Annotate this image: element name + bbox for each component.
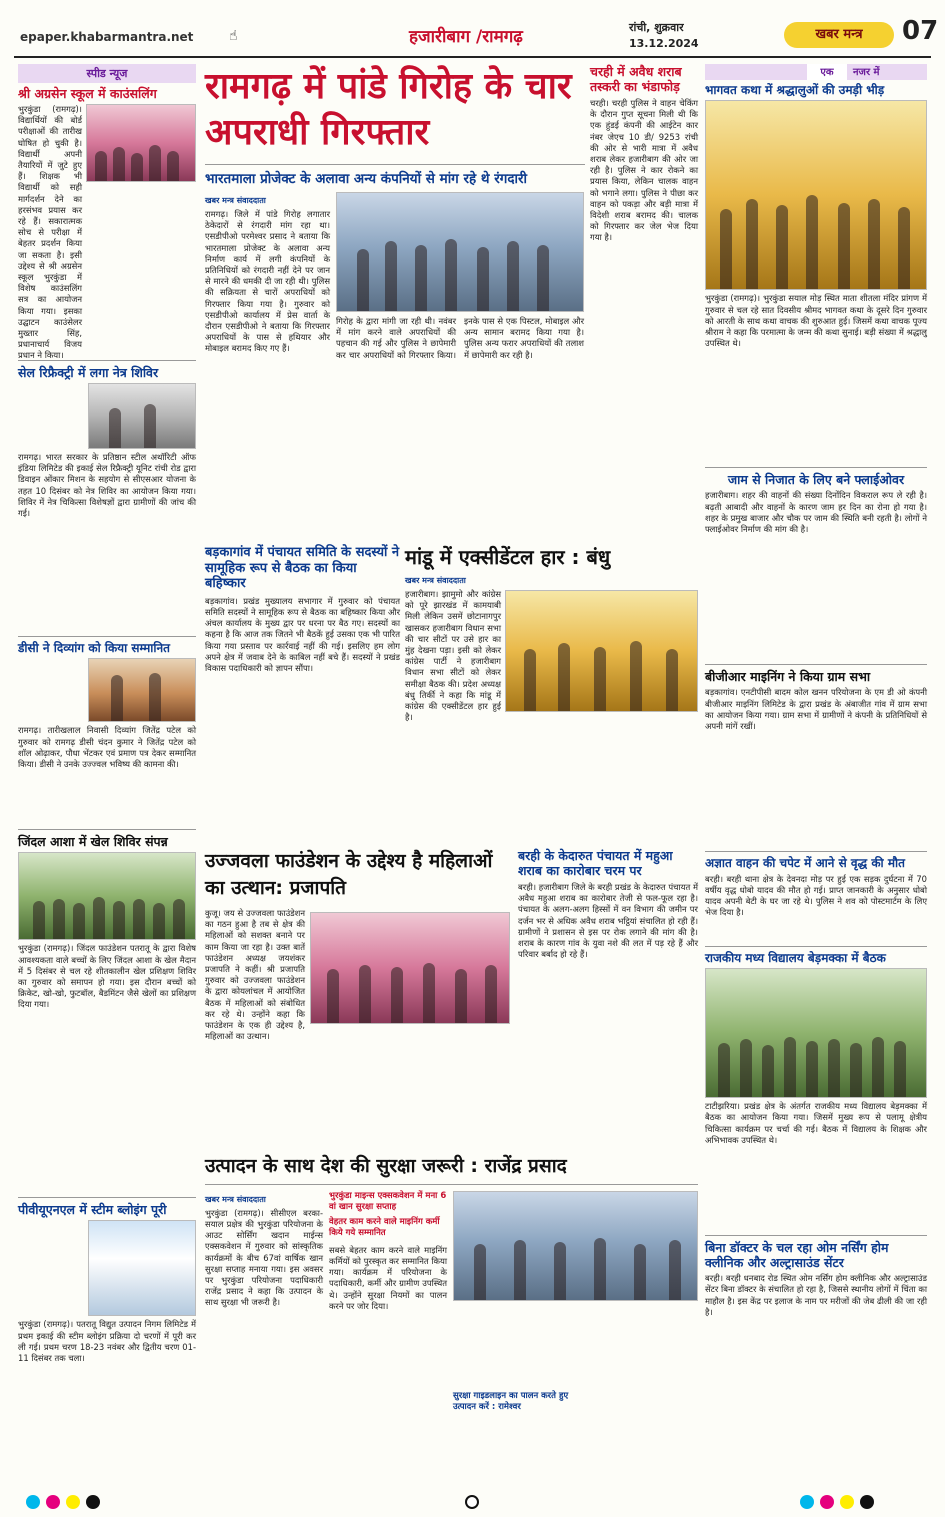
story-headline: डीसी ने दिव्यांग को किया सम्मानित (18, 641, 171, 655)
women-meeting-photo (310, 912, 510, 1024)
story-headline: उज्जवला फाउंडेशन के उद्देश्य है महिलाओं का उत्थान: प्रजापति (205, 850, 493, 899)
story-text: भुरकुंडा (रामगढ़)। भुरकुंडा सयाल मोड़ स्थित माता शीतला मंदिर प्रांगण में गुरुवार से चल रहे सात दिवसीय श्रीमद भागवत कथा के दूसरे दिन गुरुवार को आरती के साथ कथा वाचक की शुरुआत हुई। जिसमें कथा वाचक पूज्य श्रीराम ने कहा कि परमात्मा के जन्म की कथा सुनाई। बड़ी संख्या में श्रद्धालु उपस्थित थे। (705, 293, 927, 349)
story-headline: अज्ञात वाहन की चपेट में आने से वृद्ध की मौत (705, 856, 905, 871)
lead-text: रामगढ़। जिले में पांडे गिरोह लगातार ठेकेदारों से रंगदारी मांग रहा था। एसडीपीओ परमेश्वर प्रसाद ने बताया कि भारतमाला प्रोजेक्ट के अलावा अन्य निर्माण कार्य में लगी कंपनियों के प्रतिनिधियों को रंगदारी नहीं देने पर जान से मारने की धमकी दी जा रही थी। पुलिस की सक्रियता से चारों अपराधियों को गिरफ्तार किया गया है। गुरुवार को एसडीपीओ कार्यालय में प्रेस वार्ता के दौरान एसडीपीओ ने बताया कि गिरफ्तार अपराधियों के पास से हथियार और मोबाइल बरामद किए गए हैं। (205, 209, 330, 354)
cursor-icon: ☝ (229, 28, 238, 44)
lead-text-column (205, 192, 330, 540)
barhi-story (518, 848, 698, 1148)
page-number: 07 (902, 16, 939, 46)
school-meeting-photo (705, 968, 927, 1098)
kicker-nazar: नजर में (847, 64, 927, 80)
story-text: बड़कागांव। एनटीपीसी बादम कोल खनन परियोजना के एम डी ओ कंपनी बीजीआर माइनिंग लिमिटेड के द्वारा प्रखंड के अंबाजीत गांव में ग्राम सभा का आयोजन किया गया। ग्राम सभा में ग्रामीणों ने कंपनी के प्रतिनिधियों से अपनी मांगें रखीं। (705, 687, 927, 731)
school-photo (86, 104, 196, 182)
crosshair-icon (465, 1495, 479, 1509)
story-headline: बरही के केदारुत पंचायत में महुआ शराब का कारोबार चरम पर (518, 848, 673, 878)
lead-photo (336, 192, 584, 312)
story-text: बरही। बरही थाना क्षेत्र के देवनदा मोड़ पर हुई एक सड़क दुर्घटना में 70 वर्षीय वृद्ध धोबो यादव की मौत हो गई। प्राप्त जानकारी के अनुसार धोबो यादव अपनी बेटी के घर जा रहे थे। पुलिस ने शव को पोस्टमार्टम के लिए भेज दिया है। (705, 873, 927, 918)
story-text-2: सबसे बेहतर काम करने वाले माइनिंग कर्मियों को पुरस्कृत कर सम्मानित किया गया। कार्यक्रम में परियोजना के पदाधिकारी, कर्मी और ग्रामीण उपस्थित थे। उन्होंने सुरक्षा नियमों का पालन करने पर जोर दिया। (329, 1244, 447, 1311)
congress-meeting-photo (505, 590, 698, 712)
story-text: बरही। बरही धनबाद रोड स्थित ओम नर्सिंग होम क्लीनिक और अल्ट्रासाउंड सेंटर बिना डॉक्टर के संचालित हो रहा है, जिससे स्थानीय लोगों में चिंता का माहौल है। इस केंद्र पर इलाज के नाम पर मरीजों की जेब ढीली की जा रही है। (705, 1273, 927, 1317)
story-headline: जाम से निजात के लिए बने फ्लाईओवर (727, 472, 905, 488)
masthead (14, 14, 939, 58)
lead-subheadline: भारतमाला प्रोजेक्ट के अलावा अन्य कंपनियों से मांग रहे थे रंगदारी (205, 164, 585, 187)
site-url[interactable]: epaper.khabarmantra.net (20, 30, 194, 44)
byline: खबर मन्त्र संवाददाता (205, 196, 266, 205)
byline: खबर मन्त्र संवाददाता (205, 1194, 266, 1204)
lead-headline: रामगढ़ में पांडे गिरोह के चार अपराधी गिरफ्तार (205, 66, 572, 153)
story-text: भुरकुंडा (रामगढ़)। पतरातू विद्युत उत्पादन निगम लिमिटेड में प्रथम इकाई की स्टीम ब्लोइंग प्रक्रिया दो चरणों में पूरी कर ली गई। प्रथम चरण 18-23 नवंबर और द्वितीय चरण 01-11 दिसंबर तक चला। (18, 1319, 196, 1363)
dc-honour-photo (88, 658, 196, 722)
story-headline: जिंदल आशा में खेल शिविर संपन्न (18, 834, 168, 850)
story-text: बरही। हजारीबाग जिले के बरही प्रखंड के केदारुत पंचायत में अवैध महुआ शराब का कारोबार तेजी से फल-फूल रहा है। पंचायत के अलग-अलग हिस्सों में वन विभाग की जमीन पर दर्जन भर से अधिक अवैध शराब भट्ठियां संचालित हो रही हैं। ग्रामीणों ने प्रशासन से इस पर रोक लगाने की मांग की है। शराब के कारण गांव के युवा नशे की लत में पड़ रहे हैं और परिवार बर्बाद हो रहे हैं। (518, 882, 698, 960)
story-headline: बीजीआर माइनिंग ने किया ग्राम सभा (705, 669, 871, 685)
story-text: रामगढ़। भारत सरकार के प्रतिष्ठान स्टील अथॉरिटी ऑफ इंडिया लिमिटेड की इकाई सेल रिफ्रैक्ट्री यूनिट रांची रोड द्वारा डिवाइन ओंकार मिशन के सहयोग से सीएसआर योजना के तहत 10 दिसंबर को नेत्र शिविर का आयोजन किया गया। शिविर में नेत्र चिकित्सा विशेषज्ञों द्वारा ग्रामीणों की जांच की गई। (18, 452, 196, 519)
story-text: टाटीझरिया। प्रखंड क्षेत्र के अंतर्गत राजकीय मध्य विद्यालय बेड़मक्का में बैठक का आयोजन किया गया। जिसमें मुख्य रूप से पलामू क्षेत्रीय चिकित्सा कार्यक्रम पर चर्चा की गई। बैठक में विद्यालय के शिक्षक और अभिभावक उपस्थित थे। (705, 1101, 927, 1145)
story-text: हजारीबाग। शहर की वाहनों की संख्या दिनोंदिन विकराल रूप ले रही है। बढ़ती आबादी और वाहनों के कारण जाम हर दिन का रोना हो गया है। शहर के प्रमुख बाजार और चौक पर जाम की स्थिति बनी रहती है। लोगों ने फ्लाईओवर निर्माण की मांग की है। (705, 490, 927, 534)
story-headline: सेल रिफ्रैक्ट्री में लगा नेत्र शिविर (18, 365, 159, 380)
date-block (629, 20, 699, 52)
registration-marks (0, 1487, 945, 1517)
kicker-ek: एक (807, 64, 847, 80)
story-headline: श्री अग्रसेन स्कूल में काउंसलिंग (18, 86, 157, 101)
story-text: चरही। चरही पुलिस ने वाहन चेकिंग के दौरान गुप्त सूचना मिली थी कि एक हुंडई कंपनी की आईटेन कार नंबर जेएच 10 डी/ 9253 रांची की ओर से भारी मात्रा में अवैध शराब लेकर हजारीबाग की ओर जा रही है। पुलिस ने कार रोकने का प्रयास किया, लेकिन चालक वाहन को भगाने लगा। पुलिस ने पीछा कर वाहन को पकड़ा और बड़ी मात्रा में विदेशी शराब बरामद की। चालक को गिरफ्तार कर जेल भेज दिया गया है। (590, 98, 698, 243)
left-column (18, 64, 196, 1469)
charhi-story (590, 64, 698, 540)
highlight-box-2: वेहतर काम करने वाले माइनिंग कर्मी किये गये सम्मानित (329, 1216, 440, 1238)
photo-caption: सुरक्षा गाइडलाइन का पालन करते हुए उत्पादन करें : रामेश्वर (453, 1390, 569, 1412)
story-headline: बड़कागांव में पंचायत समिति के सदस्यों ने सामूहिक रूप से बैठक का किया बहिष्कार (205, 545, 400, 592)
steam-blowing-photo (88, 1220, 196, 1316)
bhagwat-katha-photo (705, 100, 927, 290)
date-city: रांची, शुक्रवार (629, 21, 684, 34)
date-value: 13.12.2024 (629, 37, 699, 50)
story-text: रामगढ़। तारीखलाल निवासी दिव्यांग जितेंद्र पटेल को गुरुवार को रामगढ़ डीसी चंदन कुमार ने जितेंद्र पटेल को शॉल ओढ़ाकर, पौधा भेंटकर एवं प्रमाण पत्र देकर सम्मानित किया। डीसी ने उनके उज्ज्वल भविष्य की कामना की। (18, 725, 196, 769)
brand-logo: खबर मन्त्र (784, 22, 894, 48)
story-text: भुरकुंडा (रामगढ़)। सीसीएल बरका-सयाल प्रक्षेत्र की भुरकुंडा परियोजना के आउट सोर्सिंग खदान माईन्स एक्सकवेशन में गुरुवार को सांस्कृतिक कार्यक्रमों के बीच 67वां वार्षिक खान सुरक्षा सप्ताह मनाया गया। इस अवसर पर भुरकुंडा परियोजना पदाधिकारी राजेंद्र प्रसाद ने कहा कि उत्पादन के साथ सुरक्षा भी जरूरी है। (205, 1207, 323, 1308)
story-text: भुरकुंडा (रामगढ़)। जिंदल फाउंडेशन पतरातू के द्वारा विशेष आवश्यकता वाले बच्चों के लिए जिंदल आशा के खेल मैदान में 5 दिसंबर से चल रहे शीतकालीन खेल प्रशिक्षण शिविर का गुरुवार को समापन हो गया। इस दौरान बच्चों को क्रिकेट, खो-खो, फुटबॉल, बैडमिंटन जैसे खेलों का प्रशिक्षण दिया गया। (18, 943, 196, 1010)
story-headline: मांडू में एक्सीडेंटल हार : बंधु (405, 545, 611, 569)
lead-text-2: गिरोह के द्वारा मांगी जा रही थी। नवंबर में मांग करने वाले अपराधियों की पहचान की गई और पुलिस ने छापेमारी कर चार अपराधियों को गिरफ्तार किया। इनके पास से एक पिस्टल, मोबाइल और अन्य सामान बरामद किया गया है। पुलिस अन्य फरार अपराधियों की तलाश में छापेमारी कर रही है। (336, 316, 584, 360)
highlight-box-1: भुरकुंडा माइन्स एक्सकवेशन में मना 6 वां खान सुरक्षा सप्ताह (329, 1190, 447, 1212)
story-text: बड़कागांव। प्रखंड मुख्यालय सभागार में गुरुवार को पंचायत समिति सदस्यों ने सामूहिक रूप से बैठक का बहिष्कार किया और अंचल कार्यालय के मुख्य द्वार पर धरना पर बैठ गए। सदस्यों का कहना है कि आज तक जितने भी बैठकें हुई उसका एक भी पारित किया गया प्रस्ताव पर कार्रवाई नहीं की गई। इसलिए हम लोग अपने क्षेत्र में जवाब देने के काबिल नहीं बचे हैं। सदस्यों ने प्रखंड विकास पदाधिकारी को ज्ञापन सौंपा। (205, 595, 400, 673)
badkagaon-story (205, 545, 400, 845)
story-headline: राजकीय मध्य विद्यालय बेड़मक्का में बैठक (705, 950, 886, 965)
story-text: भुरकुंडा (रामगढ़)। विद्यार्थियों की बोर्ड परीक्षाओं की तारीख घोषित हो चुकी है। विद्यार्थी अपनी तैयारियों में जुटे हुए हैं। शिक्षक भी विद्यार्थी को सही मार्गदर्शन देने का हरसंभव प्रयास कर रहे हैं। सकारात्मक सोच से परीक्षा में बेहतर प्रदर्शन किया जा सकता है। इसी उद्देश्य से श्री अग्रसेन स्कूल भुरकुंडा में विशेष काउंसलिंग सत्र का आयोजन किया गया। इसका उद्घाटन काउंसेलर मुख्तार सिंह, प्रधानाचार्य विजय प्रधान ने किया। (18, 104, 82, 361)
story-text: कुजू। जय से उज्जवला फाउंडेशन का गठन हुआ है तब से क्षेत्र की महिलाओं को सशक्त बनाने पर काम किया जा रहा है। उक्त बातें फाउंडेशन अध्यक्ष जयशंकर प्रजापति ने कहीं। श्री प्रजापति गुरुवार को उज्जवला फाउंडेशन के द्वारा कोयलांचल में आयोजित बैठक में महिलाओं को संबोधित कर रहे थे। उन्होंने कहा कि फाउंडेशन के एक ही उद्देश्य है, महिलाओं का उत्थान। (205, 908, 305, 1042)
safety-week-photo (453, 1191, 698, 1301)
section-title: हजारीबाग /रामगढ़ (409, 27, 523, 47)
story-headline: चरही में अवैध शराब तस्करी का भंडाफोड़ (590, 64, 682, 94)
story-headline: बिना डॉक्टर के चल रहा ओम नर्सिंग होम क्लीनिक और अल्ट्रासाउंड सेंटर (705, 1240, 889, 1271)
story-headline: भागवत कथा में श्रद्धालुओं की उमड़ी भीड़ (705, 83, 885, 97)
story-headline: उत्पादन के साथ देश की सुरक्षा जरूरी : राजेंद्र प्रसाद (205, 1155, 698, 1185)
eye-camp-photo (88, 383, 196, 449)
sports-camp-photo (18, 852, 196, 940)
safety-story (205, 1155, 698, 1465)
byline: खबर मन्त्र संवाददाता (405, 576, 466, 585)
story-text: हजारीबाग। झामुमो और कांग्रेस को पूरे झारखंड में कामयाबी मिली लेकिन उसमें छोटानागपुर खासकर हजारीबाग विधान सभा की चार सीटों पर उसे हार का मुंह देखना पड़ा। इसी को लेकर कांग्रेस पार्टी ने हजारीबाग विधान सभा सीटों को लेकर समीक्षा बैठक की। प्रदेश अध्यक्ष बंधु तिर्की ने कहा कि मांडू में कांग्रेस की एक्सीडेंटल हार हुई है। (405, 589, 501, 723)
speed-news-kicker: स्पीड न्यूज (18, 64, 196, 83)
right-column (705, 64, 927, 1469)
lead-text-continued (336, 316, 584, 540)
story-headline: पीवीयूएनएल में स्टीम ब्लोइंग पूरी (18, 1202, 167, 1218)
